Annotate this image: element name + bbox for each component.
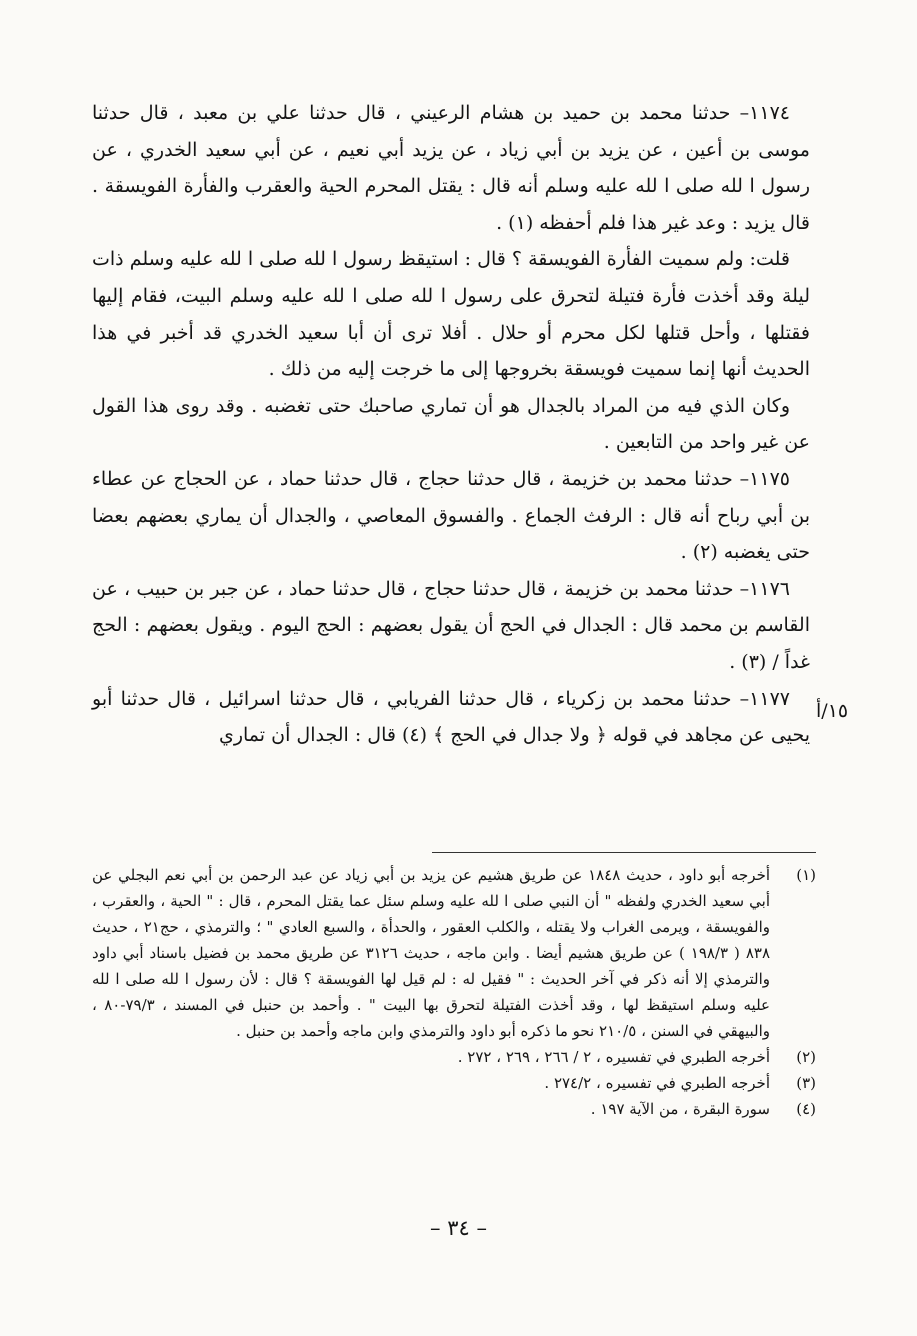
commentary-paragraph: قلت: ولم سميت الفأرة الفويسقة ؟ قال : استيقظ رسول ا لله صلى ا لله عليه وسلم ذات ليلة وقد أخذت فأرة فتيلة لتحرق على رسول ا لله صلى ا لله عليه وسلم البيت، فقام إليها فقتلها ، وأحل قتلها لكل محرم أو حلال . أفلا ترى أن أبا سعيد الخدري قد أخبر في هذا الحديث أنها إنما سميت فويسقة بخروجها إلى ما خرجت إليه من ذلك . — [92, 248, 810, 381]
footnote — [92, 862, 816, 1044]
footnote-number: (٣) — [796, 1074, 816, 1092]
footnote — [92, 1070, 816, 1096]
footnote-number: (٢) — [796, 1048, 816, 1066]
footnote-number: (١) — [796, 866, 816, 884]
footnote-number: (٤) — [796, 1100, 816, 1118]
page-number: – ٣٤ – — [430, 1216, 487, 1240]
footnote-text: أخرجه أبو داود ، حديث ١٨٤٨ عن طريق هشيم عن يزيد بن أبي زياد عن عبد الرحمن بن أبي نعم البجلي عن أبي سعيد الخدري ولفظه " أن النبي صلى ا لله عليه وسلم سئل عما يقتل المحرم ، قال : " الحية ، والعقرب ، والفويسقة ، ويرمى الغراب ولا يقتله ، والكلب العقور ، والحدأة ، والسبع العادي " ؛ والترمذي ، حج٢١ ، حديث ٨٣٨ ( ١٩٨/٣ ) عن طريق هشيم أيضا . وابن ماجه ، حديث ٣١٢٦ عن طريق محمد بن فضيل باسناد أبي داود والترمذي إلا أنه ذكر في آخر الحديث : " فقيل له : لم قيل لها الفويسقة ؟ قال : لأن رسول ا لله صلى ا لله عليه وسلم استيقظ لها ، وقد أخذت الفتيلة لتحرق بها البيت " . وأحمد بن حنبل في المسند ، ٧٩/٣-٨٠ ، والبيهقي في السنن ، ٢١٠/٥ نحو ما ذكره أبو داود والترمذي وابن ماجه وأحمد بن حنبل . — [92, 866, 771, 1040]
main-text — [92, 95, 810, 754]
footnote — [92, 1096, 816, 1122]
hadith-1175: ١١٧٥– حدثنا محمد بن خزيمة ، قال حدثنا حجاج ، قال حدثنا حماد ، عن الحجاج عن عطاء بن أبي رباح أنه قال : الرفث الجماع . والفسوق المعاصي ، والجدال أن يماري بعضهم بعضا حتى يغضبه (٢) . — [92, 467, 810, 564]
folio-margin-note: ١٥/أ — [816, 700, 849, 722]
footnote-separator — [432, 852, 816, 853]
hadith-1177: ١١٧٧– حدثنا محمد بن زكرياء ، قال حدثنا الفريابي ، قال حدثنا اسرائيل ، قال حدثنا أبو يحيى عن مجاهد في قوله ﴿ ولا جدال في الحج ﴾ (٤) قال : الجدال أن تماري — [92, 687, 810, 747]
footnotes — [92, 862, 816, 1122]
footnote-text: أخرجه الطبري في تفسيره ، ٢٧٤/٢ . — [544, 1074, 770, 1092]
footnote-text: سورة البقرة ، من الآية ١٩٧ . — [590, 1100, 770, 1118]
footnote-text: أخرجه الطبري في تفسيره ، ٢ / ٢٦٦ ، ٢٦٩ ، ٢٧٢ . — [457, 1048, 770, 1066]
footnote — [92, 1044, 816, 1070]
hadith-1174: ١١٧٤– حدثنا محمد بن حميد بن هشام الرعيني ، قال حدثنا علي بن معبد ، قال حدثنا موسى بن أعين ، عن يزيد بن أبي زياد ، عن يزيد أبي نعيم ، عن أبي سعيد الخدري ، عن رسول ا لله صلى ا لله عليه وسلم أنه قال : يقتل المحرم الحية والعقرب والفأرة الفويسقة . قال يزيد : وعد غير هذا فلم أحفظه (١) . — [92, 102, 810, 234]
hadith-1176: ١١٧٦– حدثنا محمد بن خزيمة ، قال حدثنا حجاج ، قال حدثنا حماد ، عن جبر بن حبيب ، عن القاسم بن محمد قال : الجدال في الحج أن يقول بعضهم : الحج اليوم . ويقول بعضهم : الحج غداً / (٣) . — [92, 577, 810, 673]
commentary-paragraph: وكان الذي فيه من المراد بالجدال هو أن تماري صاحبك حتى تغضبه . وقد روى هذا القول عن غير واحد من التابعين . — [92, 394, 810, 454]
